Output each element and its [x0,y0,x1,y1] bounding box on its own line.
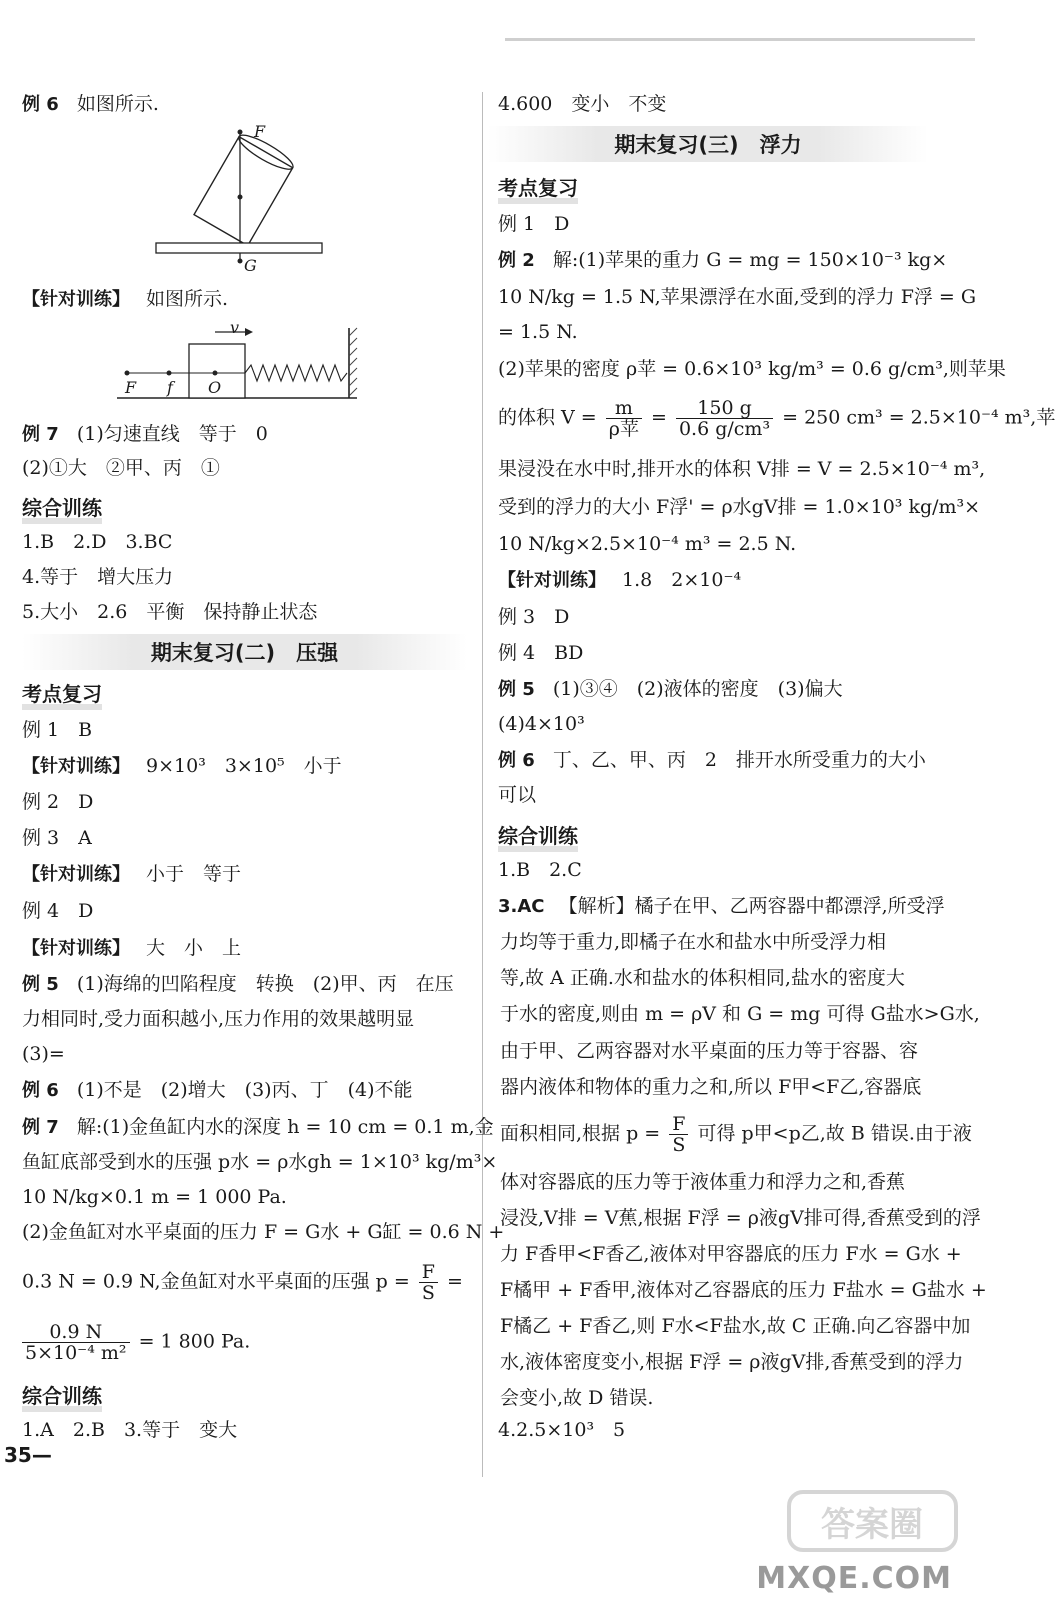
example-5-line [22,970,454,999]
example-text: 如图所示. [76,93,159,115]
example-text: 的体积 V = [498,406,597,429]
example-6-line [22,1076,413,1105]
example-text: 鱼缸底部受到水的压强 p水 = ρ水gh = 1×10³ kg/m³× [22,1151,498,1173]
example-volume-line: 的体积 V = $\frac{m}{\text{ρ苹}}$ = $\frac{150 g}{\text{0.6 g/cm³}}$ = 250 cm³ = 2.5×10⁻⁴ m³,苹 [498,397,1055,440]
chapter-title: 期末复习(三) 浮力 [614,133,802,157]
answer-line: 例 4 BD [498,642,584,664]
analysis-text: 器内液体和物体的重力之和,所以 F甲<F乙,容器底 [500,1076,922,1098]
training-label: 【针对训练】 [22,756,130,777]
example-text: 10 N/kg = 1.5 N,苹果漂浮在水面,受到的浮力 F浮 = G [498,286,977,308]
answer-line: 例 3 D [498,606,570,628]
example-6-line [22,90,159,119]
analysis-line [498,892,945,921]
label-F: F [125,378,137,397]
example-5-line [498,675,843,704]
example-text: 可以 [498,784,537,806]
example-text: (2)金鱼缸对水平桌面的压力 F = G水 + G缸 = 0.6 N + [22,1221,505,1243]
cylinder-body [194,137,293,246]
example-formula-line: 0.3 N = 0.9 N,金鱼缸对水平桌面的压强 p = $\frac{F}{S}$ = [22,1261,463,1304]
example-text: (4)4×10³ [498,713,585,735]
example-text: = 250 cm³ = 2.5×10⁻⁴ m³,苹 [782,406,1055,429]
figure-tilted-cylinder [152,125,332,275]
analysis-text: 力均等于重力,即橘子在水和盐水中所受浮力相 [500,931,887,953]
fraction-numerator: m [606,398,642,419]
label-g: G [244,256,257,275]
example-label: 例 6 [498,750,535,771]
section-title: 综合训练 [22,1384,102,1408]
fraction-numerator: F [669,1114,688,1135]
wall-hatch [349,328,357,396]
training-label: 【针对训练】 [22,289,130,310]
training-line [22,934,241,963]
analysis-text: 【解析】橘子在甲、乙两容器中都漂浮,所受浮 [558,895,945,917]
training-line [22,752,342,781]
example-2-line [498,246,947,275]
label-f-small: f [167,378,173,397]
training-line [498,566,741,595]
example-result-line [22,1322,250,1363]
spring [245,365,347,381]
training-line [22,860,241,889]
answer-line: 例 1 B [22,719,93,741]
section-title: 综合训练 [498,824,578,848]
training-label: 【针对训练】 [498,570,606,591]
example-text: (1)海绵的凹陷程度 转换 (2)甲、丙 在压 [76,973,454,995]
section-title: 考点复习 [22,682,102,706]
board [156,243,322,253]
label-v: v [230,318,240,337]
example-label: 例 5 [22,974,59,995]
label-f: F [254,122,266,141]
example-6-line [498,746,926,775]
analysis-text: 面积相同,根据 p = [500,1122,661,1145]
fraction [606,398,642,439]
answer-line: 1.B 2.D 3.BC [22,531,173,553]
label-O: O [208,378,222,397]
training-text: 小于 等于 [146,863,242,885]
example-text: 果浸没在水中时,排开水的体积 V排 = V = 2.5×10⁻⁴ m³, [498,458,986,480]
example-text: 0.3 N = 0.9 N,金鱼缸对水平桌面的压强 p = [22,1270,410,1293]
fraction [419,1262,438,1303]
top-rule [505,38,975,41]
column-divider [482,92,483,1477]
example-label: 例 5 [498,679,535,700]
example-text: 受到的浮力的大小 F浮' = ρ水gV排 = 1.0×10³ kg/m³× [498,496,981,518]
analysis-text: 力 F香甲<F香乙,液体对甲容器底的压力 F水 = G水 + [500,1243,962,1265]
example-text: 丁、乙、甲、丙 2 排开水所受重力的大小 [552,749,926,771]
fraction [669,1114,688,1155]
analysis-text: 可得 p甲<p乙,故 B 错误.由于液 [697,1122,972,1145]
example-text: = 1.5 N. [498,321,578,343]
fraction-numerator: F [419,1262,438,1283]
training-text: 1.8 2×10⁻⁴ [622,569,742,591]
example-label: 例 2 [498,250,535,271]
section-heading-comprehensive [498,820,578,849]
fraction-numerator: 0.9 N [22,1322,130,1343]
answer-line: 例 2 D [22,791,94,813]
watermark-text: MXQE.COM [756,1561,952,1596]
example-7-line [22,1113,494,1142]
answer-line: 1.B 2.C [498,859,582,881]
example-text: 10 N/kg×2.5×10⁻⁴ m³ = 2.5 N. [498,533,797,555]
section-title: 考点复习 [498,176,578,200]
analysis-text: 会变小,故 D 错误. [500,1387,654,1409]
example-label: 例 7 [22,1117,59,1138]
figure-spring-block [117,318,387,408]
example-text: 解:(1)金鱼缸内水的深度 h = 10 cm = 0.1 m,金 [76,1116,494,1138]
section-title: 综合训练 [22,496,102,520]
center-of-gravity [238,195,243,200]
section-heading-review [22,678,102,707]
training-text: 9×10³ 3×10⁵ 小于 [146,755,342,777]
section-heading-review [498,172,578,201]
arrow-head [238,130,243,135]
example-text: (1)③④ (2)液体的密度 (3)偏大 [552,678,843,700]
chapter-heading-buoyancy [488,126,928,162]
analysis-text: 体对容器底的压力等于液体重力和浮力之和,香蕉 [500,1171,906,1193]
analysis-text: 等,故 A 正确.水和盐水的体积相同,盐水的密度大 [500,967,905,989]
result-text: = 1 800 Pa. [138,1330,251,1353]
fraction [676,398,773,439]
section-heading-comprehensive [22,1380,102,1409]
section-heading-comprehensive [22,492,102,521]
fraction-denominator: 0.6 g/cm³ [678,418,771,440]
analysis-text: 于水的密度,则由 m = ρV 和 G = mg 可得 G盐水>G水, [500,1003,980,1025]
chapter-heading-pressure [22,634,467,670]
fraction-denominator: S [672,1134,686,1156]
answer-line: 例 4 D [22,900,94,922]
fraction-denominator: S [421,1282,435,1304]
g-point [238,259,243,264]
answer-line: 1.A 2.B 3.等于 变大 [22,1419,238,1441]
example-7-line2: (2)①大 ②甲、丙 ① [22,457,220,479]
analysis-text: 由于甲、乙两容器对水平桌面的压力等于容器、容 [500,1040,919,1062]
example-label: 例 7 [22,424,59,445]
example-text: 解:(1)苹果的重力 G = mg = 150×10⁻³ kg× [552,249,948,271]
example-label: 例 6 [22,94,59,115]
velocity-arrow-head [245,328,253,336]
answer-line: 例 3 A [22,827,92,849]
fraction [22,1322,130,1363]
example-label: 例 6 [22,1080,59,1101]
training-text: 大 小 上 [146,937,242,959]
example-text: (2)苹果的密度 ρ苹 = 0.6×10³ kg/m³ = 0.6 g/cm³,则苹果 [498,358,1006,380]
analysis-text: F橘甲 + F香甲,液体对乙容器底的压力 F盐水 = G盐水 + [500,1279,987,1301]
analysis-text: 水,液体密度变小,根据 F浮 = ρ液gV排,香蕉受到的浮力 [500,1351,964,1373]
answer-line: 4.2.5×10³ 5 [498,1419,626,1441]
fraction-numerator: 150 g [676,398,773,419]
example-text: (1)不是 (2)增大 (3)丙、丁 (4)不能 [76,1079,413,1101]
answer-line: 5.大小 2.6 平衡 保持静止状态 [22,601,318,623]
analysis-text: F橘乙 + F香乙,则 F水<F盐水,故 C 正确.向乙容器中加 [500,1315,971,1337]
example-7-line [22,420,268,449]
training-label: 【针对训练】 [22,938,130,959]
chapter-title: 期末复习(二) 压强 [150,641,339,665]
page-number: 35— [4,1443,52,1467]
example-text: (3)= [22,1043,65,1065]
fraction-denominator: ρ苹 [608,418,639,440]
training-text: 如图所示. [146,288,229,310]
answer-line: 例 1 D [498,213,570,235]
example-text: (1)匀速直线 等于 0 [76,423,268,445]
analysis-text: 浸没,V排 = V蕉,根据 F浮 = ρ液gV排可得,香蕉受到的浮 [500,1207,981,1229]
answer-line: 4.等于 增大压力 [22,566,174,588]
watermark-logo-text: 答案圈 [821,1505,923,1545]
analysis-formula-line [500,1114,972,1155]
example-text: 10 N/kg×0.1 m = 1 000 Pa. [22,1186,287,1208]
question-number: 3.AC [498,896,545,917]
example-text: 力相同时,受力面积越小,压力作用的效果越明显 [22,1008,415,1030]
training-label: 【针对训练】 [22,864,130,885]
targeted-training-line [22,285,228,314]
fraction-denominator: 5×10⁻⁴ m² [25,1342,127,1364]
answer-line: 4.600 变小 不变 [498,93,667,115]
